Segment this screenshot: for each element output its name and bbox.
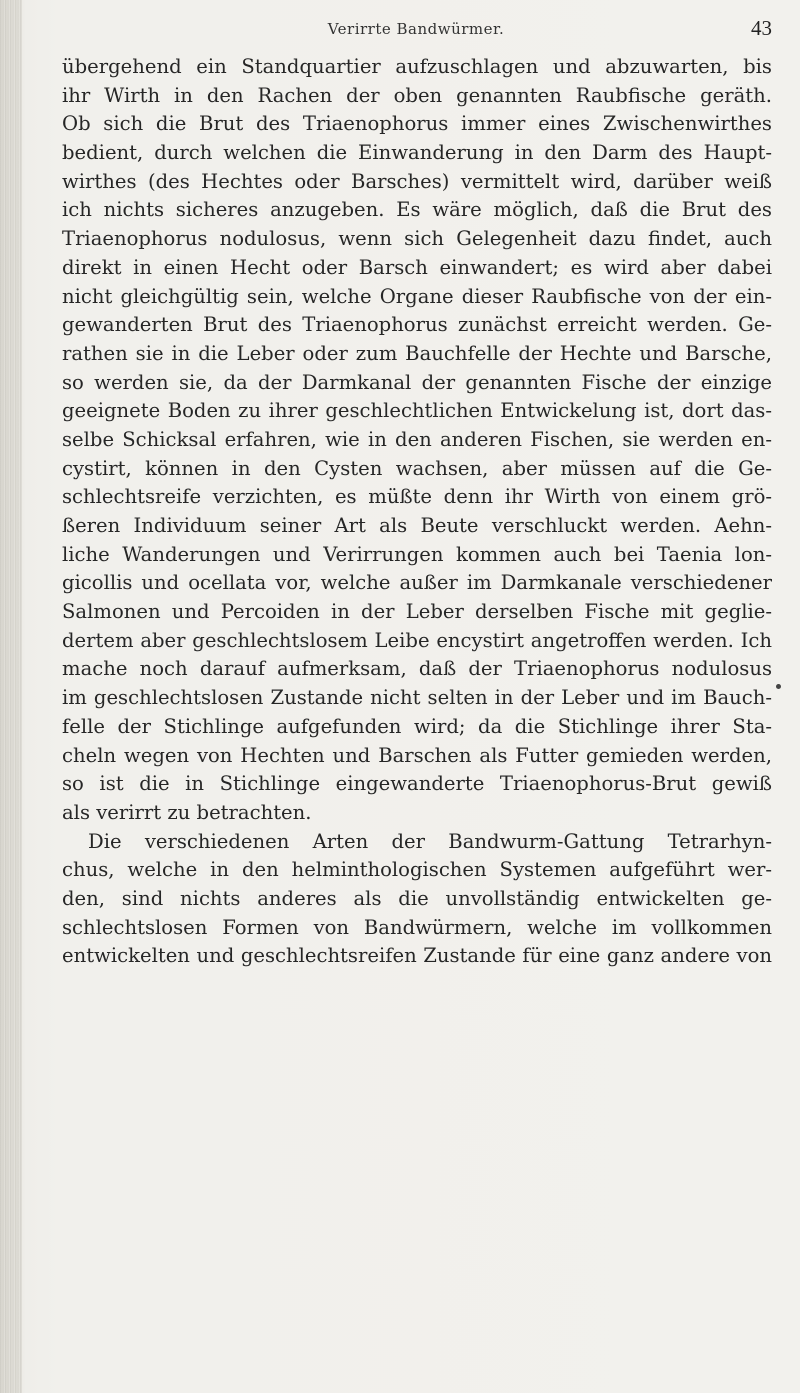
- text-line: liche Wanderungen und Verirrungen kommen auch bei Taenia lon-: [62, 542, 772, 566]
- text-line: den, sind nichts anderes als die unvollständig entwickelten ge-: [62, 886, 772, 910]
- text-line: entwickelten und geschlechtsreifen Zustande für eine ganz andere von: [62, 944, 772, 968]
- text-line: Ob sich die Brut des Triaenophorus immer eines Zwischenwirthes: [62, 112, 772, 136]
- ink-speck: [776, 684, 781, 689]
- text-line: gicollis und ocellata vor, welche außer im Darmkanale verschiedener: [62, 571, 772, 595]
- text-line: dertem aber geschlechtslosem Leibe encystirt angetroffen werden. Ich: [62, 628, 772, 652]
- text-line: schlechtsreife verzichten, es müßte denn ihr Wirth von einem grö-: [62, 485, 772, 509]
- text-line: cheln wegen von Hechten und Barschen als Futter gemieden werden,: [62, 743, 772, 767]
- page-number: 43: [751, 16, 772, 40]
- body-text: [62, 53, 772, 971]
- text-line: Triaenophorus nodulosus, wenn sich Gelegenheit dazu findet, auch: [62, 227, 772, 251]
- text-line: cystirt, können in den Cysten wachsen, aber müssen auf die Ge-: [62, 456, 772, 480]
- text-line: ihr Wirth in den Rachen der oben genannten Raubfische geräth.: [62, 83, 772, 107]
- text-line: selbe Schicksal erfahren, wie in den anderen Fischen, sie werden en-: [62, 427, 772, 451]
- text-line: so werden sie, da der Darmkanal der genannten Fische der einzige: [62, 370, 772, 394]
- paragraph-start-line: Die verschiedenen Arten der Bandwurm-Gattung Tetrarhyn-: [88, 829, 772, 853]
- text-line: übergehend ein Standquartier aufzuschlagen und abzuwarten, bis: [62, 55, 772, 78]
- text-line: direkt in einen Hecht oder Barsch einwandert; es wird aber dabei: [62, 255, 772, 279]
- text-line: Salmonen und Percoiden in der Leber derselben Fische mit geglie-: [62, 600, 772, 624]
- text-line: ßeren Individuum seiner Art als Beute verschluckt werden. Aehn-: [62, 514, 772, 537]
- text-line: gewanderten Brut des Triaenophorus zunächst erreicht werden. Ge-: [62, 313, 772, 337]
- text-line: rathen sie in die Leber oder zum Bauchfelle der Hechte und Barsche,: [62, 341, 772, 365]
- text-line: schlechtslosen Formen von Bandwürmern, welche im vollkommen: [62, 915, 772, 939]
- paragraph-end-line: als verirrt zu betrachten.: [62, 800, 312, 824]
- text-line: im geschlechtslosen Zustande nicht selten in der Leber und im Bauch-: [62, 686, 772, 710]
- running-title: Verirrte Bandwürmer.: [327, 20, 505, 38]
- text-line: ich nichts sicheres anzugeben. Es wäre möglich, daß die Brut des: [62, 198, 772, 222]
- text-line: wirthes (des Hechtes oder Barsches) vermittelt wird, darüber weiß: [62, 169, 772, 193]
- binding-gutter: [0, 0, 22, 1393]
- page-header: [60, 14, 772, 48]
- text-line: felle der Stichlinge aufgefunden wird; da die Stichlinge ihrer Sta-: [62, 714, 772, 738]
- text-line: chus, welche in den helminthologischen Systemen aufgeführt wer-: [62, 858, 772, 882]
- text-line: so ist die in Stichlinge eingewanderte Triaenophorus-Brut gewiß: [62, 772, 772, 796]
- text-line: geeignete Boden zu ihrer geschlechtlichen Entwickelung ist, dort das-: [62, 399, 772, 423]
- text-line: nicht gleichgültig sein, welche Organe dieser Raubfische von der ein-: [62, 284, 772, 308]
- text-line: mache noch darauf aufmerksam, daß der Triaenophorus nodulosus: [62, 657, 772, 681]
- text-line: bedient, durch welchen die Einwanderung in den Darm des Haupt-: [62, 141, 772, 165]
